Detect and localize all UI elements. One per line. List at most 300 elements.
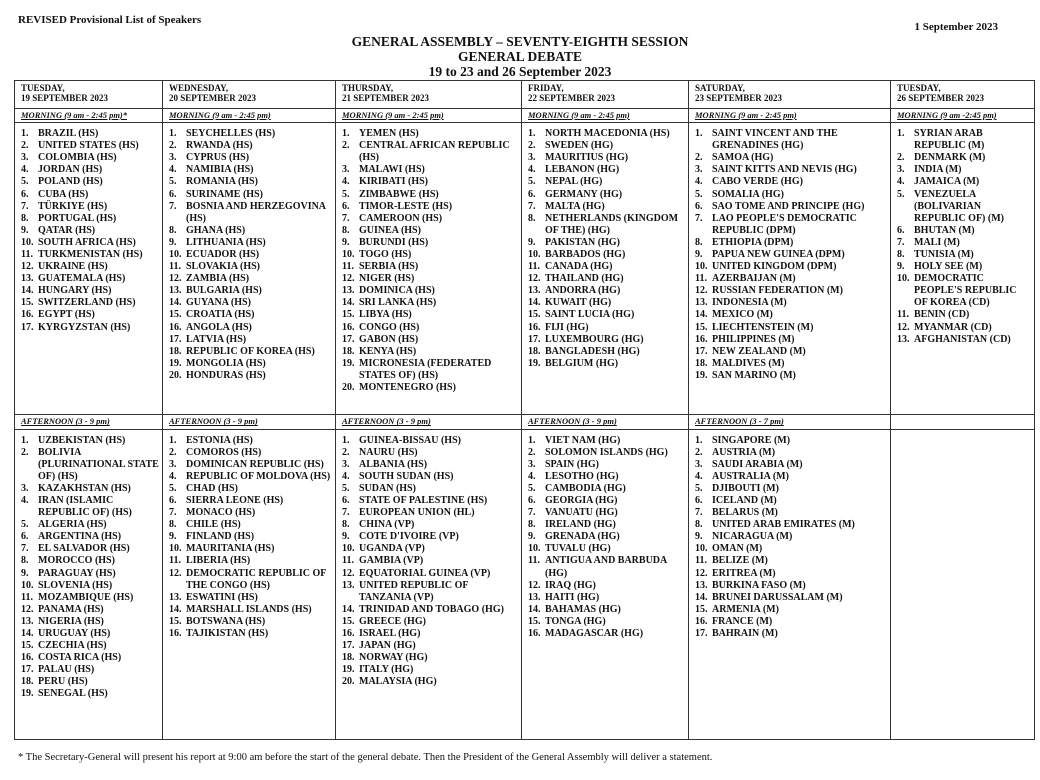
speaker-entry [528, 285, 686, 297]
speaker-country: SLOVENIA (HS) [38, 579, 113, 591]
speaker-number: 18. [695, 357, 708, 369]
speaker-country: ANDORRA (HG) [545, 285, 621, 297]
speaker-number: 3. [342, 164, 350, 176]
speaker-entry [169, 616, 333, 628]
speaker-entry [897, 309, 1032, 321]
speaker-number: 7. [342, 212, 350, 224]
speaker-number: 16. [169, 321, 182, 333]
speaker-country: COTE D'IVOIRE (VP) [359, 531, 459, 543]
speaker-number: 6. [695, 494, 703, 506]
speaker-number: 11. [169, 555, 181, 567]
speaker-entry [342, 285, 519, 297]
afternoon-speakers-cell [891, 429, 1035, 740]
speaker-country: SLOVAKIA (HS) [186, 261, 261, 273]
speaker-entry [897, 334, 1032, 346]
speaker-entry [528, 447, 686, 459]
speaker-entry [695, 459, 888, 471]
speaker-number: 13. [342, 285, 355, 297]
speaker-entry [695, 483, 888, 495]
speaker-country: REPUBLIC OF MOLDOVA (HS) [186, 470, 331, 482]
speaker-country: DENMARK (M) [914, 152, 986, 164]
speaker-number: 5. [528, 482, 536, 494]
speaker-entry [342, 640, 519, 652]
speaker-country: SUDAN (HS) [359, 482, 416, 494]
document-title [0, 34, 1040, 79]
speaker-number: 12. [528, 579, 541, 591]
speaker-country: GUATEMALA (HS) [38, 273, 126, 285]
speaker-number: 14. [695, 309, 708, 321]
speaker-country: UZBEKISTAN (HS) [38, 434, 126, 446]
speaker-country: BULGARIA (HS) [186, 285, 262, 297]
speaker-entry [528, 273, 686, 285]
speaker-list [342, 435, 519, 689]
speaker-entry [342, 519, 519, 531]
speaker-entry [169, 140, 333, 152]
speaker-entry [342, 213, 519, 225]
speaker-number: 1. [169, 128, 177, 140]
speaker-number: 9. [342, 236, 350, 248]
speaker-country: KYRGYZSTAN (HS) [38, 321, 131, 333]
speaker-number: 2. [897, 152, 905, 164]
speaker-country: LIECHTENSTEIN (M) [712, 321, 814, 333]
speaker-number: 17. [342, 640, 355, 652]
speaker-number: 8. [695, 519, 703, 531]
speaker-entry [169, 249, 333, 261]
speaker-entry [695, 604, 888, 616]
speaker-number: 5. [21, 519, 29, 531]
afternoon-speakers-row [15, 429, 1035, 740]
speaker-entry [695, 531, 888, 543]
speaker-number: 1. [169, 434, 177, 446]
speaker-country: KAZAKHSTAN (HS) [38, 482, 131, 494]
speaker-entry [528, 543, 686, 555]
speaker-country: CABO VERDE (HG) [712, 176, 803, 188]
day-header [522, 81, 689, 109]
speaker-entry [342, 471, 519, 483]
session-label-afternoon: AFTERNOON (3 - 7 pm) [689, 415, 891, 429]
speaker-country: UNITED STATES (HS) [38, 140, 139, 152]
speaker-entry [342, 652, 519, 664]
speaker-country: SERBIA (HS) [359, 261, 419, 273]
speaker-country: TUVALU (HG) [545, 543, 611, 555]
speaker-number: 1. [695, 128, 703, 140]
speaker-number: 14. [528, 297, 541, 309]
speaker-entry [169, 225, 333, 237]
speaker-entry [695, 568, 888, 580]
speaker-entry [169, 273, 333, 285]
speaker-country: GABON (HS) [359, 333, 419, 345]
speaker-entry [21, 273, 160, 285]
speaker-number: 14. [21, 285, 34, 297]
speaker-country: MEXICO (M) [712, 309, 773, 321]
speaker-country: AUSTRIA (M) [712, 446, 776, 458]
speaker-number: 10. [528, 248, 541, 260]
speaker-country: ICELAND (M) [712, 494, 777, 506]
speaker-entry [21, 447, 160, 483]
speaker-entry [169, 447, 333, 459]
speaker-entry [21, 616, 160, 628]
speaker-entry [169, 237, 333, 249]
speaker-country: MALDIVES (M) [712, 357, 785, 369]
speaker-number: 17. [528, 333, 541, 345]
speaker-country: PALAU (HS) [38, 664, 95, 676]
speaker-number: 16. [695, 615, 708, 627]
speaker-country: TURKMENISTAN (HS) [38, 248, 143, 260]
speaker-entry [21, 652, 160, 664]
speaker-number: 10. [528, 543, 541, 555]
speaker-country: NICARAGUA (M) [712, 531, 793, 543]
speaker-country: DEMOCRATIC PEOPLE'S REPUBLIC OF KOREA (CD) [914, 273, 1017, 309]
speaker-entry [528, 459, 686, 471]
speaker-entry [897, 249, 1032, 261]
speaker-country: MOROCCO (HS) [38, 555, 115, 567]
speaker-number: 4. [695, 470, 703, 482]
speaker-country: JORDAN (HS) [38, 164, 103, 176]
speaker-entry [342, 309, 519, 321]
speaker-entry [342, 568, 519, 580]
speaker-number: 18. [528, 345, 541, 357]
speaker-entry [342, 435, 519, 447]
speaker-entry [528, 358, 686, 370]
speaker-entry [169, 201, 333, 225]
speaker-country: LIBYA (HS) [359, 309, 412, 321]
speaker-country: BAHAMAS (HG) [545, 603, 621, 615]
session-label-morning: MORNING (9 am - 2:45 pm)* [15, 109, 163, 123]
speaker-entry [169, 568, 333, 592]
speaker-entry [169, 285, 333, 297]
speaker-entry [695, 152, 888, 164]
speaker-number: 4. [342, 176, 350, 188]
day-header [891, 81, 1035, 109]
speaker-country: MADAGASCAR (HG) [545, 628, 644, 639]
speaker-number: 15. [21, 297, 34, 309]
speaker-entry [169, 309, 333, 321]
speaker-country: BELGIUM (HG) [545, 357, 619, 369]
speaker-entry [897, 322, 1032, 334]
speaker-entry [21, 213, 160, 225]
speaker-country: MOZAMBIQUE (HS) [38, 591, 134, 603]
speaker-country: BURUNDI (HS) [359, 236, 429, 248]
speaker-country: GEORGIA (HG) [545, 494, 618, 506]
speaker-entry [528, 201, 686, 213]
speaker-entry [21, 249, 160, 261]
speaker-country: SAINT LUCIA (HG) [545, 309, 635, 321]
speaker-entry [21, 519, 160, 531]
speaker-number: 15. [21, 640, 34, 652]
speaker-entry [695, 358, 888, 370]
speaker-number: 3. [342, 458, 350, 470]
speaker-number: 8. [21, 212, 29, 224]
speaker-country: POLAND (HS) [38, 176, 103, 188]
speaker-number: 7. [528, 507, 536, 519]
speaker-entry [528, 616, 686, 628]
speaker-number: 15. [169, 309, 182, 321]
speaker-country: VIET NAM (HG) [545, 434, 621, 446]
speaker-country: SURINAME (HS) [186, 188, 263, 200]
speaker-country: INDIA (M) [914, 164, 962, 176]
speaker-country: ESTONIA (HS) [186, 434, 253, 446]
speaker-entry [169, 128, 333, 140]
speaker-country: GERMANY (HG) [545, 188, 623, 200]
speaker-country: MALTA (HG) [545, 200, 605, 212]
speaker-number: 1. [342, 128, 350, 140]
speaker-country: PHILIPPINES (M) [712, 333, 795, 345]
speaker-entry [695, 249, 888, 261]
speaker-number: 16. [169, 628, 182, 639]
speaker-country: THAILAND (HG) [545, 273, 624, 285]
speaker-number: 18. [342, 345, 355, 357]
speaker-number: 11. [342, 555, 354, 567]
speaker-number: 2. [21, 446, 29, 458]
speaker-country: SAO TOME AND PRINCIPE (HG) [712, 200, 865, 212]
speaker-country: SAUDI ARABIA (M) [712, 458, 803, 470]
speaker-entry [342, 459, 519, 471]
speaker-list [342, 128, 519, 394]
speaker-entry [695, 164, 888, 176]
speaker-country: GUINEA (HS) [359, 224, 421, 236]
speaker-country: SPAIN (HG) [545, 458, 599, 470]
speaker-list [695, 435, 888, 641]
speaker-list [21, 435, 160, 701]
speaker-country: TUNISIA (M) [914, 248, 974, 260]
speaker-entry [169, 435, 333, 447]
speaker-number: 20. [169, 369, 182, 381]
speaker-entry [528, 297, 686, 309]
speaker-country: BRAZIL (HS) [38, 128, 99, 140]
speaker-number: 12. [342, 567, 355, 579]
speaker-country: SENEGAL (HS) [38, 688, 108, 700]
speaker-country: SOUTH SUDAN (HS) [359, 470, 454, 482]
speaker-number: 14. [21, 628, 34, 639]
speaker-entry [695, 435, 888, 447]
day-weekday: TUESDAY, [897, 83, 941, 93]
speaker-number: 15. [342, 615, 355, 627]
speaker-country: MICRONESIA (FEDERATED STATES OF) (HS) [359, 357, 492, 381]
speaker-number: 13. [695, 297, 708, 309]
speaker-entry [897, 273, 1032, 309]
speaker-number: 3. [21, 482, 29, 494]
speaker-number: 16. [342, 628, 355, 639]
speaker-country: FINLAND (HS) [186, 531, 255, 543]
speaker-country: ROMANIA (HS) [186, 176, 258, 188]
speaker-entry [342, 164, 519, 176]
speaker-number: 10. [21, 236, 34, 248]
speaker-number: 3. [21, 152, 29, 164]
speaker-entry [695, 543, 888, 555]
speaker-country: BRUNEI DARUSSALAM (M) [712, 591, 843, 603]
speaker-number: 3. [695, 164, 703, 176]
speaker-number: 6. [897, 224, 905, 236]
speaker-country: GHANA (HS) [186, 224, 246, 236]
speaker-entry [897, 164, 1032, 176]
speaker-entry [21, 225, 160, 237]
speaker-entry [528, 471, 686, 483]
speaker-country: JAPAN (HG) [359, 640, 416, 652]
day-header [336, 81, 522, 109]
speaker-number: 5. [695, 188, 703, 200]
speaker-number: 9. [21, 567, 29, 579]
speaker-country: AZERBAIJAN (M) [712, 273, 796, 285]
morning-label-row [15, 109, 1035, 123]
speaker-number: 7. [695, 507, 703, 519]
speaker-entry [169, 261, 333, 273]
speaker-number: 6. [695, 200, 703, 212]
speaker-number: 4. [169, 470, 177, 482]
speaker-number: 10. [169, 248, 182, 260]
speaker-number: 7. [528, 200, 536, 212]
speaker-number: 6. [528, 188, 536, 200]
speaker-country: BANGLADESH (HG) [545, 345, 640, 357]
speaker-entry [342, 322, 519, 334]
speaker-entry [695, 261, 888, 273]
afternoon-speakers-cell [15, 429, 163, 740]
speaker-country: PAKISTAN (HG) [545, 236, 620, 248]
speaker-entry [169, 164, 333, 176]
speaker-country: NORTH MACEDONIA (HS) [545, 128, 670, 140]
speaker-entry [21, 309, 160, 321]
speaker-entry [528, 483, 686, 495]
speaker-entry [169, 495, 333, 507]
speaker-entry [695, 237, 888, 249]
speaker-number: 7. [21, 543, 29, 555]
speaker-entry [528, 152, 686, 164]
speaker-country: NAMIBIA (HS) [186, 164, 254, 176]
speaker-number: 11. [21, 591, 33, 603]
speaker-number: 13. [169, 285, 182, 297]
speaker-number: 19. [342, 664, 355, 676]
speakers-schedule-table [14, 80, 1035, 740]
speaker-entry [21, 580, 160, 592]
speaker-list [695, 128, 888, 382]
speaker-entry [21, 164, 160, 176]
speaker-number: 3. [528, 152, 536, 164]
speaker-number: 20. [342, 676, 355, 688]
speaker-country: SYRIAN ARAB REPUBLIC (M) [914, 128, 985, 152]
speaker-country: ECUADOR (HS) [186, 248, 260, 260]
document-date: 1 September 2023 [914, 21, 998, 33]
speaker-number: 1. [21, 434, 29, 446]
speaker-country: IRAQ (HG) [545, 579, 596, 591]
speaker-entry [21, 297, 160, 309]
speaker-number: 18. [342, 652, 355, 664]
speaker-list [21, 128, 160, 334]
speaker-entry [528, 164, 686, 176]
speaker-country: NEW ZEALAND (M) [712, 345, 806, 357]
speaker-entry [342, 273, 519, 285]
session-label-afternoon [891, 415, 1035, 429]
speaker-entry [169, 152, 333, 164]
speaker-number: 4. [528, 470, 536, 482]
speaker-entry [695, 507, 888, 519]
speaker-number: 16. [342, 321, 355, 333]
speaker-number: 15. [695, 321, 708, 333]
speaker-country: LEBANON (HG) [545, 164, 620, 176]
speaker-number: 19. [528, 357, 541, 369]
speaker-entry [342, 664, 519, 676]
speaker-number: 15. [528, 309, 541, 321]
speaker-entry [695, 309, 888, 321]
speaker-number: 13. [21, 615, 34, 627]
speaker-number: 13. [528, 591, 541, 603]
speaker-entry [21, 664, 160, 676]
speaker-country: NORWAY (HG) [359, 652, 428, 664]
speaker-entry [897, 237, 1032, 249]
afternoon-label-row [15, 415, 1035, 429]
speaker-country: ITALY (HG) [359, 664, 414, 676]
speaker-number: 12. [21, 603, 34, 615]
speaker-country: COMOROS (HS) [186, 446, 262, 458]
speaker-number: 2. [342, 140, 350, 152]
speaker-country: VANUATU (HG) [545, 507, 618, 519]
speaker-number: 7. [169, 507, 177, 519]
speaker-entry [169, 592, 333, 604]
speaker-country: CHILE (HS) [186, 519, 241, 531]
speaker-country: SIERRA LEONE (HS) [186, 494, 284, 506]
day-header [689, 81, 891, 109]
speaker-entry [897, 176, 1032, 188]
speaker-country: INDONESIA (M) [712, 297, 787, 309]
speaker-entry [342, 358, 519, 382]
speaker-entry [695, 447, 888, 459]
speaker-entry [695, 128, 888, 152]
speaker-number: 10. [342, 543, 355, 555]
speaker-number: 18. [169, 345, 182, 357]
speaker-country: HAITI (HG) [545, 591, 600, 603]
speaker-country: SWITZERLAND (HS) [38, 297, 136, 309]
speaker-country: SAINT VINCENT AND THE GRENADINES (HG) [712, 128, 838, 152]
speaker-entry [528, 628, 686, 640]
speaker-number: 12. [695, 567, 708, 579]
speaker-country: OMAN (M) [712, 543, 763, 555]
speaker-number: 9. [528, 236, 536, 248]
speaker-country: GUYANA (HS) [186, 297, 251, 309]
speaker-entry [21, 676, 160, 688]
speaker-number: 8. [342, 224, 350, 236]
speaker-entry [528, 249, 686, 261]
speaker-number: 17. [21, 664, 34, 676]
speaker-entry [342, 580, 519, 604]
speaker-number: 20. [342, 382, 355, 394]
speaker-entry [695, 519, 888, 531]
speaker-country: CYPRUS (HS) [186, 152, 250, 164]
speaker-entry [342, 543, 519, 555]
speaker-entry [342, 495, 519, 507]
day-header [15, 81, 163, 109]
session-label-afternoon: AFTERNOON (3 - 9 pm) [15, 415, 163, 429]
speaker-country: KUWAIT (HG) [545, 297, 612, 309]
speaker-entry [169, 334, 333, 346]
speaker-entry [21, 435, 160, 447]
day-date: 19 SEPTEMBER 2023 [21, 93, 109, 103]
morning-speakers-cell [891, 123, 1035, 415]
speaker-entry [342, 176, 519, 188]
speaker-number: 3. [169, 458, 177, 470]
speaker-number: 15. [528, 615, 541, 627]
speaker-number: 9. [897, 261, 905, 273]
speaker-entry [342, 676, 519, 688]
speaker-entry [169, 543, 333, 555]
speaker-entry [21, 604, 160, 616]
speaker-country: CAMBODIA (HG) [545, 482, 626, 494]
speaker-number: 4. [528, 164, 536, 176]
speaker-number: 11. [695, 273, 707, 285]
speaker-entry [169, 176, 333, 188]
speaker-number: 16. [695, 333, 708, 345]
speaker-entry [21, 555, 160, 567]
speaker-entry [342, 604, 519, 616]
speaker-country: RWANDA (HS) [186, 140, 253, 152]
speaker-number: 2. [21, 140, 29, 152]
